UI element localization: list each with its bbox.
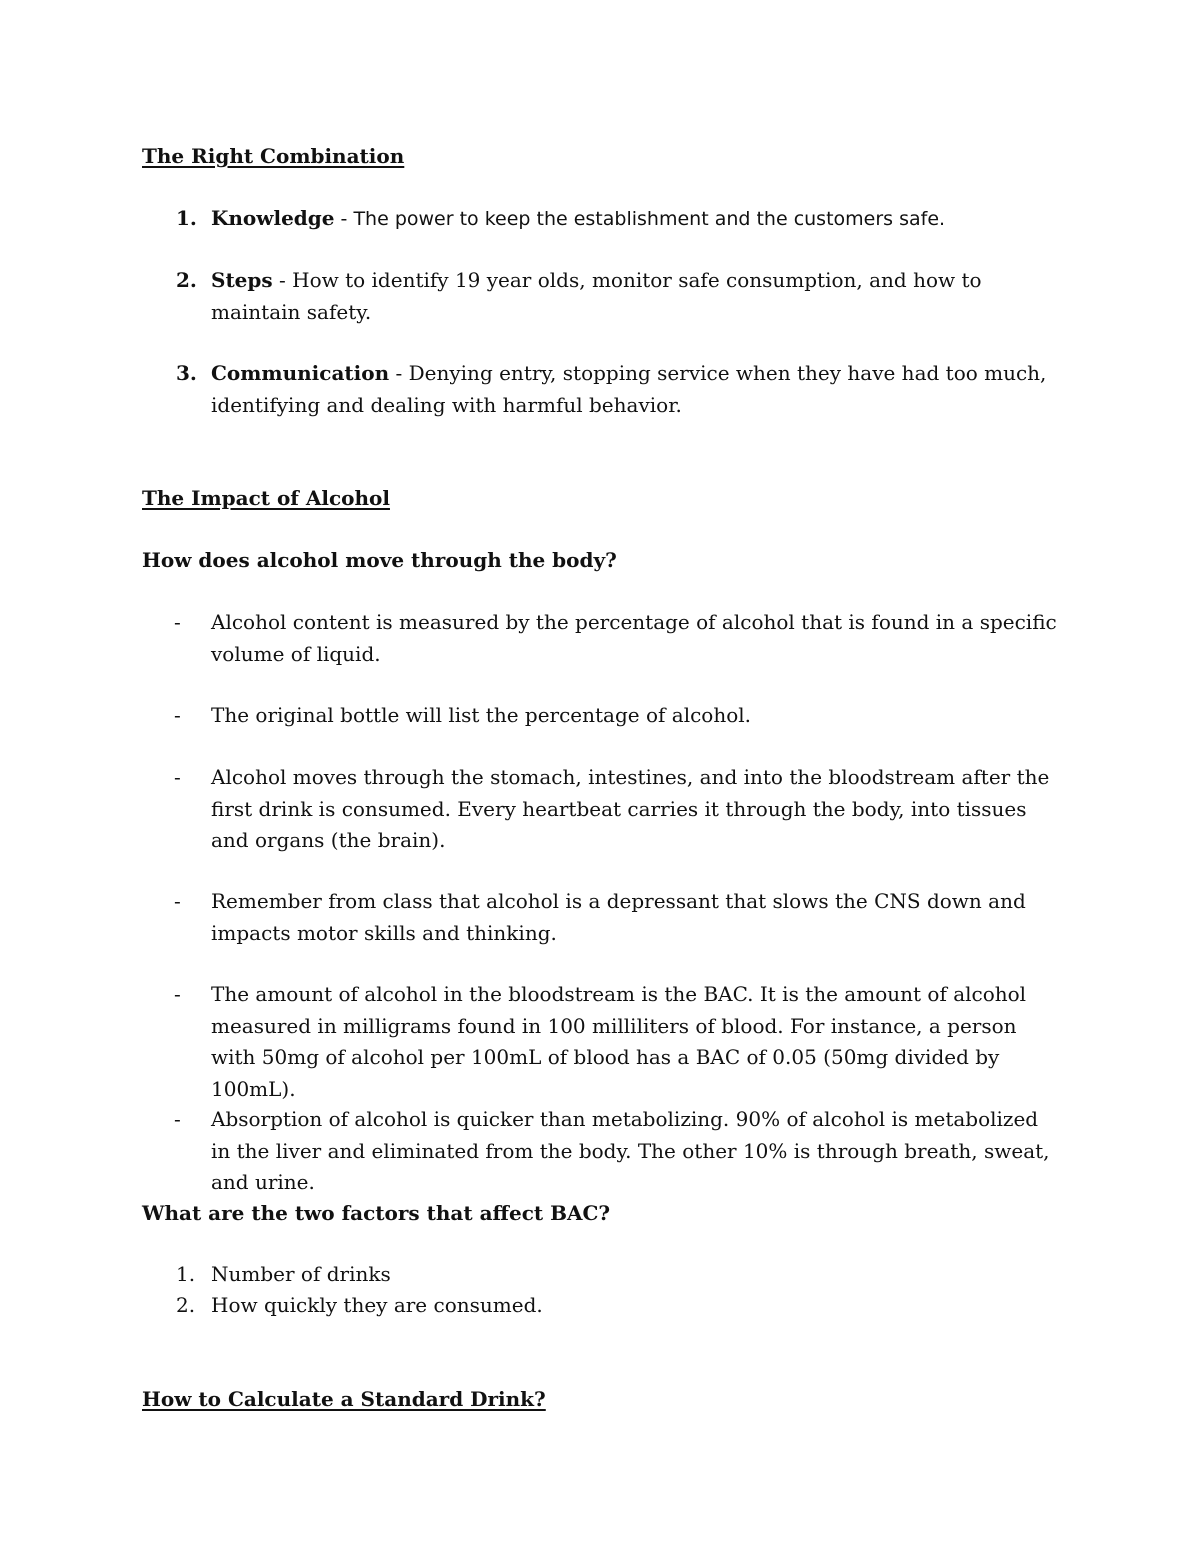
bullet-dash: - [174,610,181,634]
list-item-steps [142,265,1062,328]
bullet-text: The amount of alcohol in the bloodstream is the BAC. It is the amount of alcohol measured in milligrams found in 100 milliliters of blood. For instance, a person with 50mg of alcohol per 100mL of blood has a BAC of 0.05 (50mg divided by 100mL). [211,982,1027,1101]
list-item-description: Denying entry, stopping service when they have had too much, identifying and dealing with harmful behavior. [211,361,1047,417]
bullet-text: Absorption of alcohol is quicker than metabolizing. 90% of alcohol is metabolized in the liver and eliminated from the body. The other 10% is through breath, sweat, and urine. [211,1107,1050,1194]
list-item-description: How to identify 19 year olds, monitor safe consumption, and how to maintain safety. [211,268,982,324]
bullet-dash: - [174,982,181,1006]
list-item-description: The power to keep the establishment and the customers safe. [353,208,946,230]
bullet-dash: - [174,703,181,727]
bullet-item [142,979,1062,1105]
list-item-separator: - [389,361,409,385]
section-heading-right-combination: The Right Combination [142,144,405,168]
list-item-term: Communication [211,361,390,385]
bullet-item [142,700,1062,732]
bullet-item [142,607,1062,670]
list-number: 3. [176,361,197,385]
factor-item [142,1259,1062,1291]
bullet-dash: - [174,765,181,789]
list-number: 1. [176,206,197,230]
bullet-item [142,762,1062,857]
bullet-dash: - [174,1107,181,1131]
list-item-separator: - [272,268,293,292]
question-heading-bac-factors: What are the two factors that affect BAC? [142,1201,611,1225]
list-item-term: Steps [211,268,273,292]
list-number: 2. [176,1293,196,1317]
list-number: 1. [176,1262,196,1286]
question-heading-alcohol-movement: How does alcohol move through the body? [142,548,617,572]
bullet-item [142,1104,1062,1199]
list-number: 2. [176,268,197,292]
factor-text: How quickly they are consumed. [211,1293,543,1317]
list-item-term: Knowledge [211,206,335,230]
factor-text: Number of drinks [211,1262,391,1286]
bullet-item [142,886,1062,949]
section-heading-standard-drink: How to Calculate a Standard Drink? [142,1387,546,1411]
bullet-text: Alcohol content is measured by the percentage of alcohol that is found in a specific volume of liquid. [211,610,1057,666]
list-item-communication [142,358,1062,421]
list-item-knowledge [142,203,1062,236]
bullet-text: Alcohol moves through the stomach, intestines, and into the bloodstream after the first drink is consumed. Every heartbeat carries it through the body, into tissues and organs (the brain). [211,765,1050,852]
list-item-separator: - [334,208,354,230]
bullet-text: Remember from class that alcohol is a depressant that slows the CNS down and impacts motor skills and thinking. [211,889,1026,945]
section-heading-impact-of-alcohol: The Impact of Alcohol [142,486,390,510]
bullet-text: The original bottle will list the percentage of alcohol. [211,703,752,727]
factor-item [142,1290,1062,1322]
bullet-dash: - [174,889,181,913]
